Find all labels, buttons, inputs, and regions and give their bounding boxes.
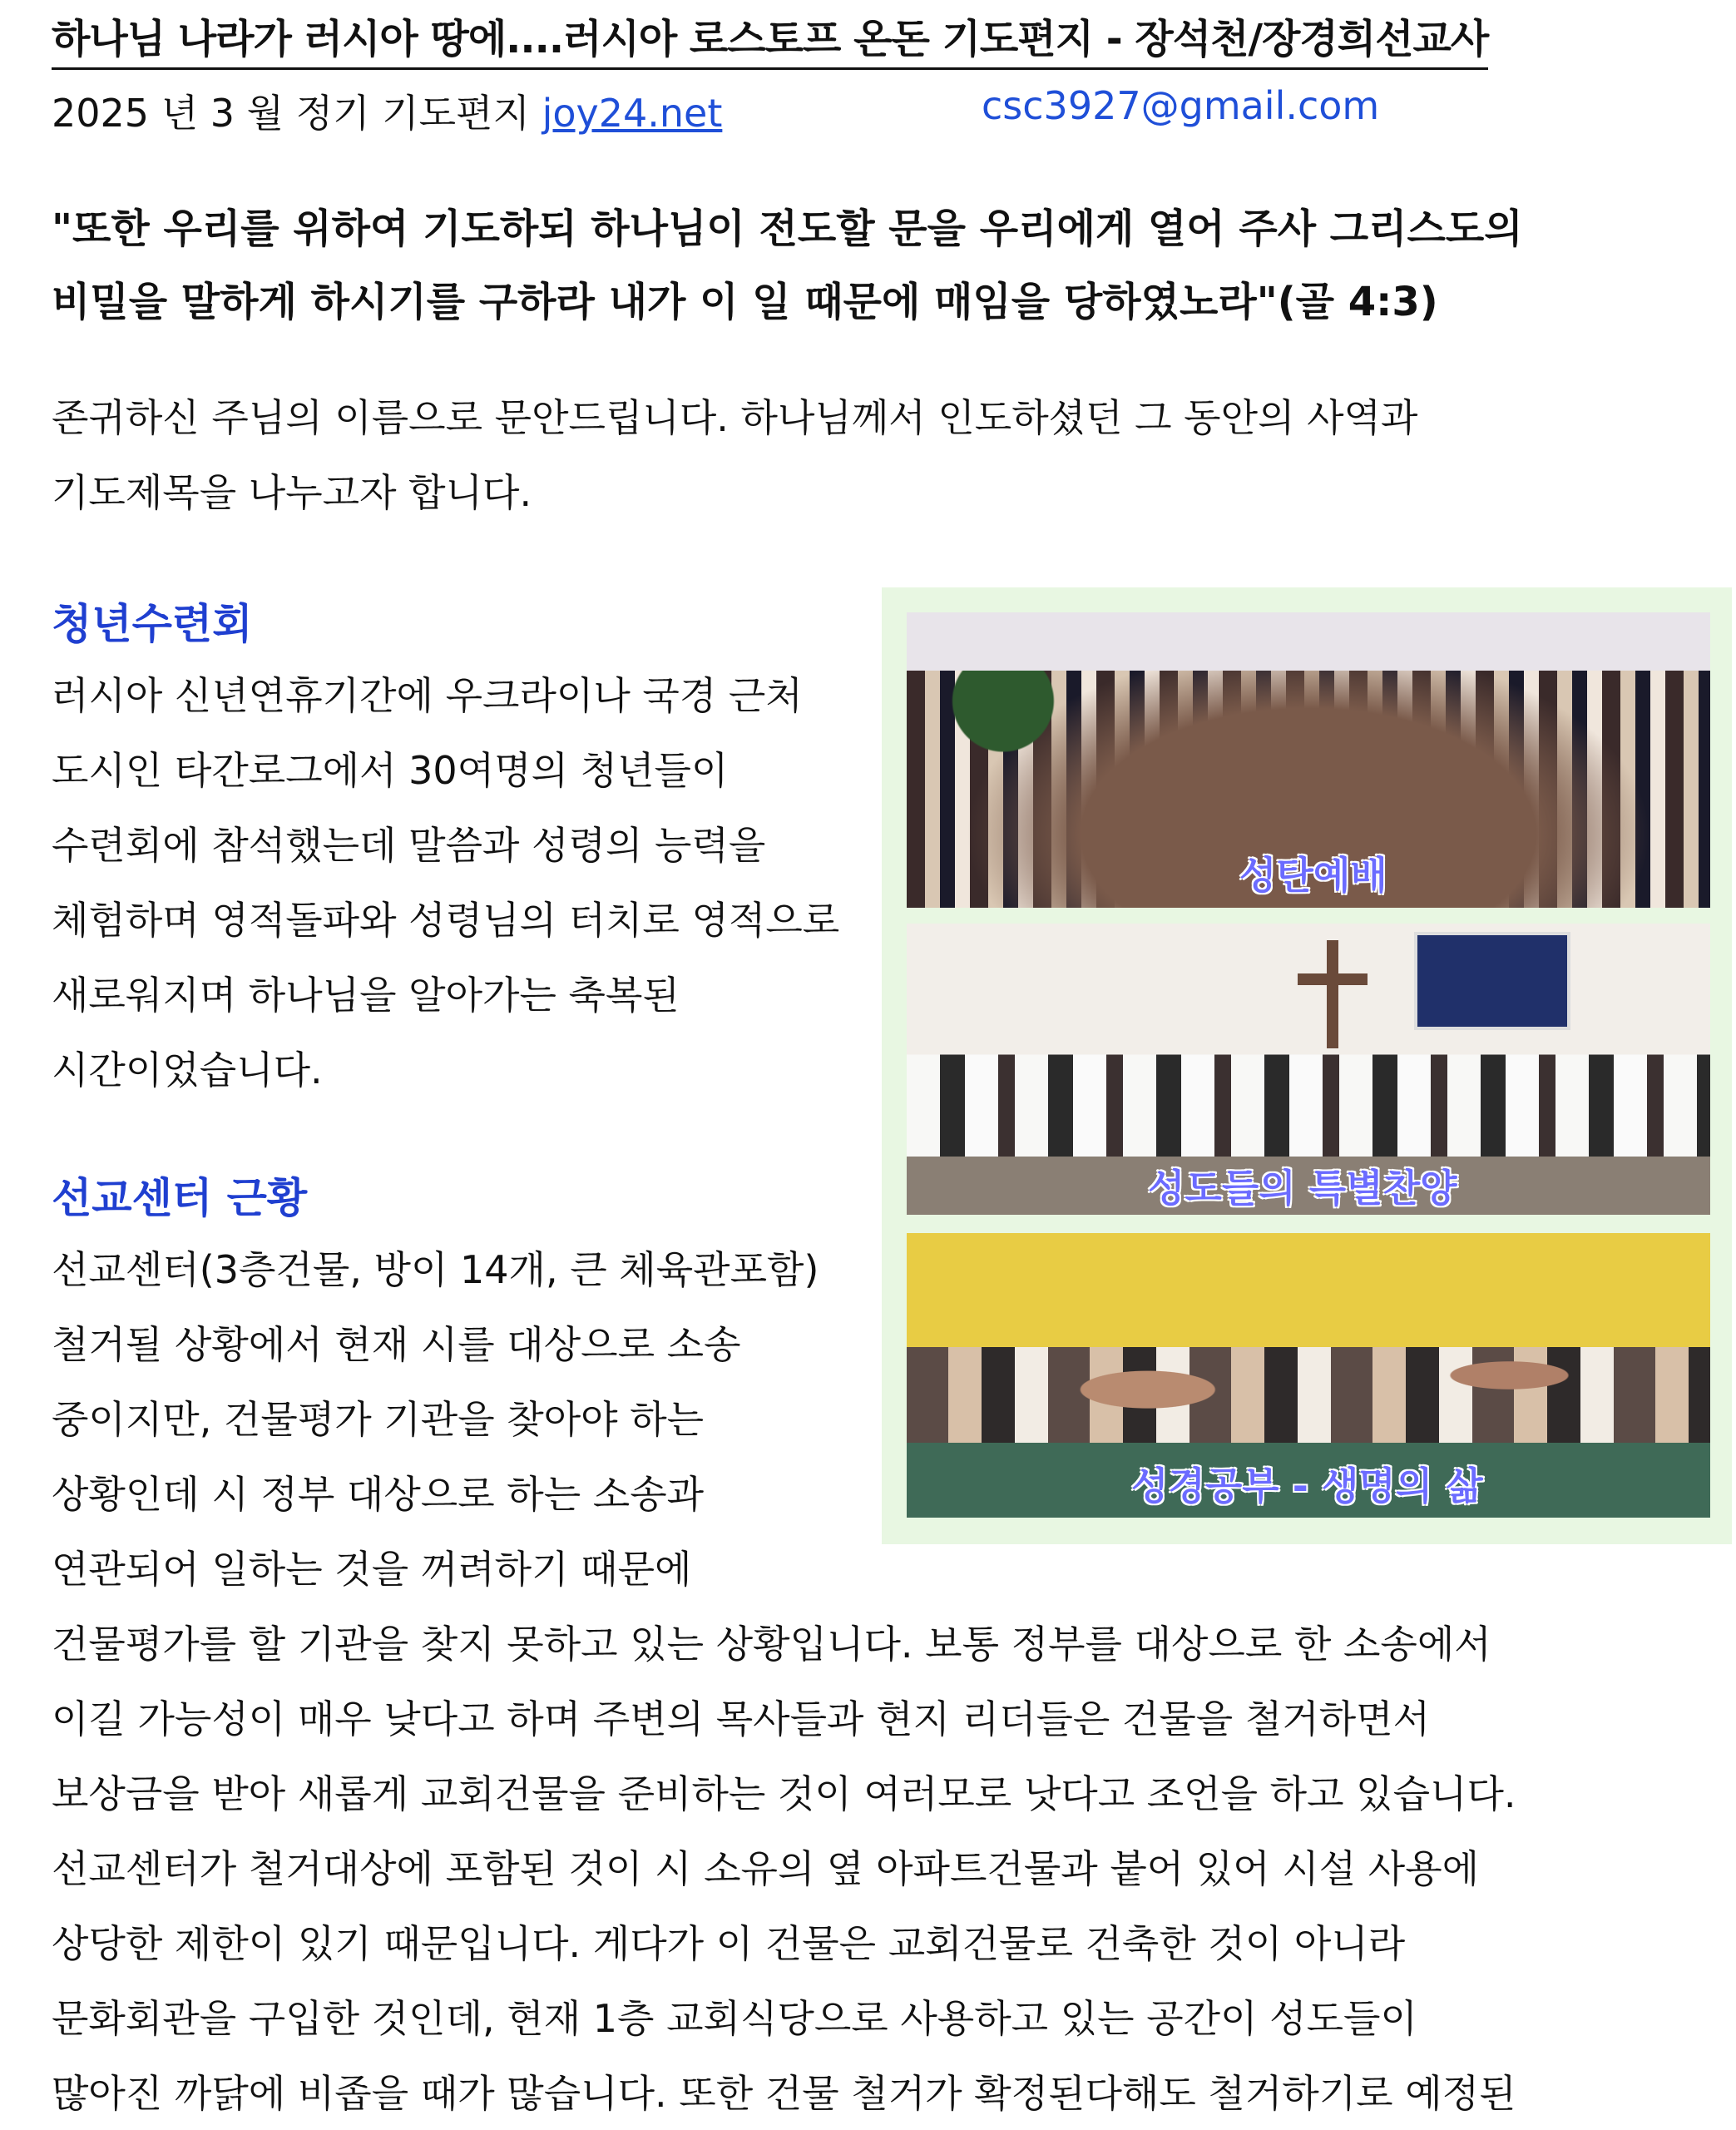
section2-line: 중이지만, 건물평가 기관을 찾아야 하는 (52, 1397, 705, 1442)
bible-study-photo (907, 1233, 1710, 1518)
verse-line-1: "또한 우리를 위하여 기도하되 하나님이 전도할 문을 우리에게 열어 주사 그리스도의 (52, 206, 1523, 252)
section2-line: 선교센터(3층건물, 방이 14개, 큰 체육관포함) (52, 1247, 819, 1292)
page-title: 하나님 나라가 러시아 땅에....러시아 로스토프 온돈 기도편지 - 장석천/장경희선교사 (52, 7, 1488, 70)
section2-line: 상당한 제한이 있기 때문입니다. 게다가 이 건물은 교회건물로 건축한 것이 아니라 (52, 1921, 1406, 1966)
projection-screen (1414, 932, 1570, 1030)
section2-line: 이길 가능성이 매우 낮다고 하며 주변의 목사들과 현지 리더들은 건물을 철거하면서 (52, 1697, 1431, 1741)
greeting-line-2: 기도제목을 나누고자 합니다. (52, 470, 532, 515)
christmas-service-photo (907, 612, 1710, 908)
photo-backdrop (907, 612, 1710, 671)
section2-line: 상황인데 시 정부 대상으로 하는 소송과 (52, 1472, 705, 1517)
photo-caption: 성경공부 - 생명의 삶 (1131, 1464, 1483, 1508)
section1-line: 러시아 신년연휴기간에 우크라이나 국경 근처 (52, 673, 803, 718)
photo-caption: 성탄예배 (1239, 853, 1387, 898)
section2-line: 보상금을 받아 새롭게 교회건물을 준비하는 것이 여러모로 낫다고 조언을 하고 있습니다. (52, 1771, 1516, 1816)
section2-line: 문화회관을 구입한 것인데, 현재 1층 교회식당으로 사용하고 있는 공간이 성도들이 (52, 1996, 1417, 2041)
greeting-line-1: 존귀하신 주님의 이름으로 문안드립니다. 하나님께서 인도하셨던 그 동안의 사역과 (52, 395, 1418, 440)
section1-line: 체험하며 영적돌파와 성령님의 터치로 영적으로 (52, 898, 840, 943)
website-link[interactable]: joy24.net (542, 91, 723, 136)
email-link[interactable]: csc3927@gmail.com (982, 83, 1380, 128)
section1-line: 새로워지며 하나님을 알아가는 축복된 (52, 973, 680, 1018)
photo-caption: 성도들의 특별찬양 (1148, 1166, 1457, 1211)
section-heading-youth-retreat: 청년수련회 (52, 600, 253, 648)
verse-line-2: 비밀을 말하게 하시기를 구하라 내가 이 일 때문에 매임을 당하였노라"(골 4:3) (52, 279, 1438, 325)
section1-line: 시간이었습니다. (52, 1048, 323, 1092)
photo-collage (882, 587, 1732, 1544)
special-choir-photo (907, 924, 1710, 1215)
section1-line: 도시인 타간로그에서 30여명의 청년들이 (52, 748, 729, 793)
section-heading-mission-center: 선교센터 근황 (52, 1174, 308, 1222)
section2-line: 건물평가를 할 기관을 찾지 못하고 있는 상황입니다. 보통 정부를 대상으로 한 소송에서 (52, 1622, 1491, 1667)
section2-line: 철거될 상황에서 현재 시를 대상으로 소송 (52, 1322, 741, 1367)
section2-line: 많아진 까닭에 비좁을 때가 많습니다. 또한 건물 철거가 확정된다해도 철거하기로 예정된 (52, 2071, 1516, 2116)
letter-subtitle (52, 83, 722, 138)
section1-line: 수련회에 참석했는데 말씀과 성령의 능력을 (52, 823, 766, 868)
section2-line: 선교센터가 철거대상에 포함된 것이 시 소유의 옆 아파트건물과 붙어 있어 시설 사용에 (52, 1846, 1480, 1891)
subtitle-date: 2025 년 3 월 정기 기도편지 (52, 91, 542, 136)
section2-line: 연관되어 일하는 것을 꺼려하기 때문에 (52, 1547, 692, 1592)
cross-icon-bar (1298, 973, 1368, 985)
cross-icon (1327, 940, 1338, 1048)
